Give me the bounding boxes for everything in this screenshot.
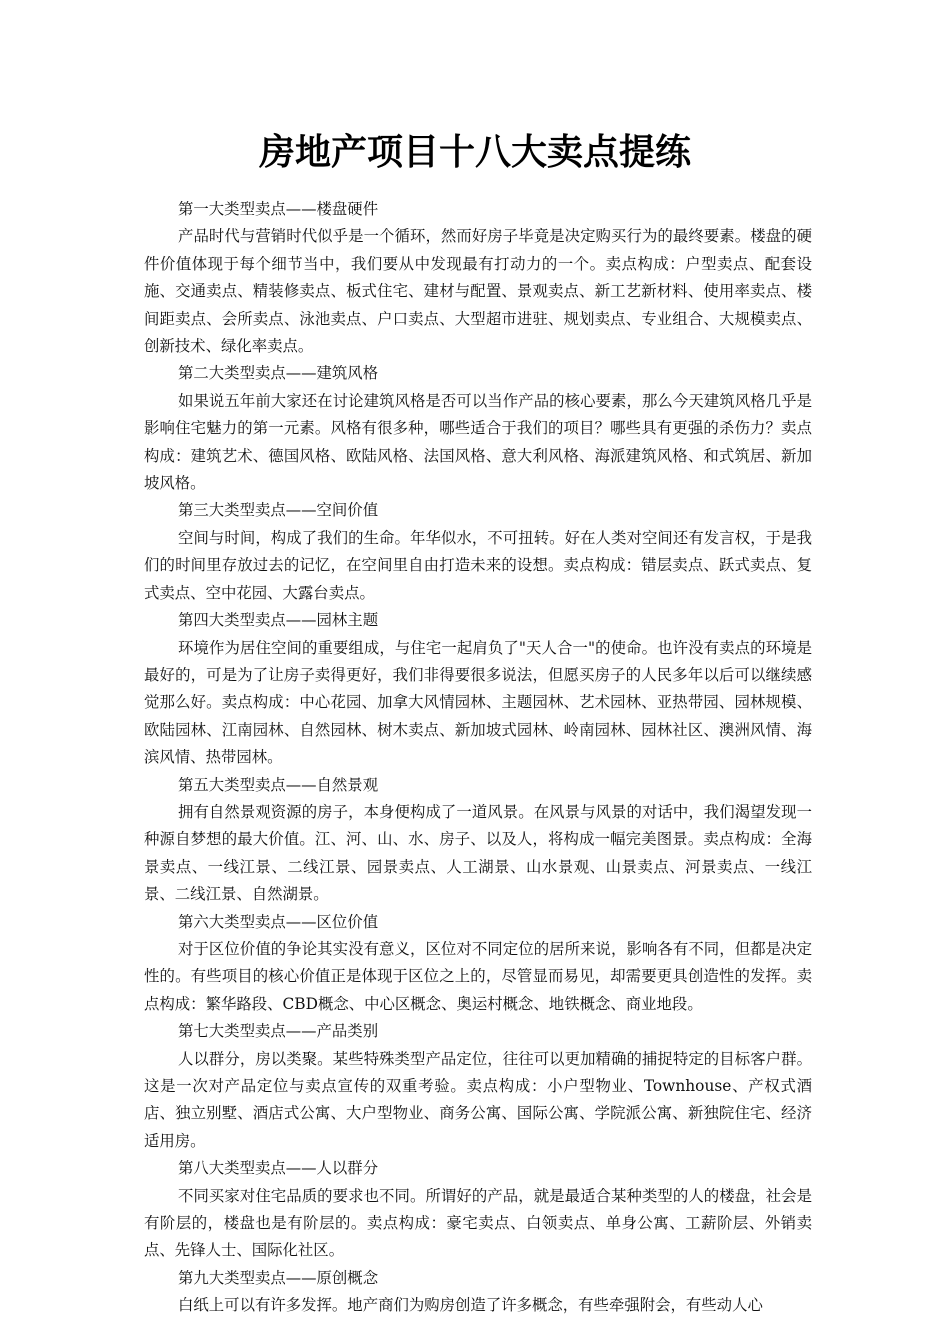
section-paragraph-8: 不同买家对住宅品质的要求也不同。所谓好的产品，就是最适合某种类型的人的楼盘，社会是有阶层的，楼盘也是有阶层的。卖点构成：豪宅卖点、白领卖点、单身公寓、工薪阶层、外销卖点、先锋人士、国际化社区。 [144, 1186, 812, 1260]
section-heading-5: 第五大类型卖点——自然景观 [178, 775, 379, 794]
section-heading-9: 第九大类型卖点——原创概念 [178, 1268, 379, 1287]
section-heading-7: 第七大类型卖点——产品类别 [178, 1022, 379, 1041]
document-title: 房地产项目十八大卖点提练 [258, 131, 691, 173]
section-heading-6: 第六大类型卖点——区位价值 [178, 912, 379, 931]
section-paragraph-2: 如果说五年前大家还在讨论建筑风格是否可以当作产品的核心要素，那么今天建筑风格几乎是影响住宅魅力的第一元素。风格有很多种，哪些适合于我们的项目？哪些具有更强的杀伤力？卖点构成：建筑艺术、德国风格、欧陆风格、法国风格、意大利风格、海派建筑风格、和式筑居、新加坡风格。 [144, 391, 812, 493]
section-paragraph-5: 拥有自然景观资源的房子，本身便构成了一道风景。在风景与风景的对话中，我们渴望发现一种源自梦想的最大价值。江、河、山、水、房子、以及人，将构成一幅完美图景。卖点构成：全海景卖点、一线江景、二线江景、园景卖点、人工湖景、山水景观、山景卖点、河景卖点、一线江景、二线江景、自然湖景。 [144, 802, 812, 904]
section-paragraph-4: 环境作为居住空间的重要组成，与住宅一起肩负了"天人合一"的使命。也许没有卖点的环境是最好的，可是为了让房子卖得更好，我们非得要很多说法，但愿买房子的人民多年以后可以继续感觉那么好。卖点构成：中心花园、加拿大风情园林、主题园林、艺术园林、亚热带园、园林规模、欧陆园林、江南园林、自然园林、树木卖点、新加坡式园林、岭南园林、园林社区、澳洲风情、海滨风情、热带园林。 [144, 638, 812, 767]
section-paragraph-9: 白纸上可以有许多发挥。地产商们为购房创造了许多概念，有些牵强附会，有些动人心 [178, 1296, 763, 1315]
section-heading-4: 第四大类型卖点——园林主题 [178, 611, 379, 630]
section-paragraph-1: 产品时代与营销时代似乎是一个循环，然而好房子毕竟是决定购买行为的最终要素。楼盘的硬件价值体现于每个细节当中，我们要从中发现最有打动力的一个。卖点构成：户型卖点、配套设施、交通卖点、精装修卖点、板式住宅、建材与配置、景观卖点、新工艺新材料、使用率卖点、楼间距卖点、会所卖点、泳池卖点、户口卖点、大型超市进驻、规划卖点、专业组合、大规模卖点、创新技术、绿化率卖点。 [144, 227, 812, 356]
section-paragraph-6: 对于区位价值的争论其实没有意义，区位对不同定位的居所来说，影响各有不同，但都是决定性的。有些项目的核心价值正是体现于区位之上的，尽管显而易见，却需要更具创造性的发挥。卖点构成：繁华路段、CBD概念、中心区概念、奥运村概念、地铁概念、商业地段。 [144, 939, 812, 1013]
section-paragraph-7: 人以群分，房以类聚。某些特殊类型产品定位，往往可以更加精确的捕捉特定的目标客户群。这是一次对产品定位与卖点宣传的双重考验。卖点构成：小户型物业、Townhouse、产权式酒店、独立别墅、酒店式公寓、大户型物业、商务公寓、国际公寓、学院派公寓、新独院住宅、经济适用房。 [144, 1049, 812, 1150]
section-heading-1: 第一大类型卖点——楼盘硬件 [178, 200, 379, 218]
section-paragraph-3: 空间与时间，构成了我们的生命。年华似水，不可扭转。好在人类对空间还有发言权，于是我们的时间里存放过去的记忆，在空间里自由打造未来的设想。卖点构成：错层卖点、跃式卖点、复式卖点、空中花园、大露台卖点。 [144, 528, 812, 602]
section-heading-8: 第八大类型卖点——人以群分 [178, 1159, 379, 1178]
section-heading-2: 第二大类型卖点——建筑风格 [178, 364, 379, 383]
section-heading-3: 第三大类型卖点——空间价值 [178, 501, 379, 520]
document-body [144, 196, 812, 1320]
